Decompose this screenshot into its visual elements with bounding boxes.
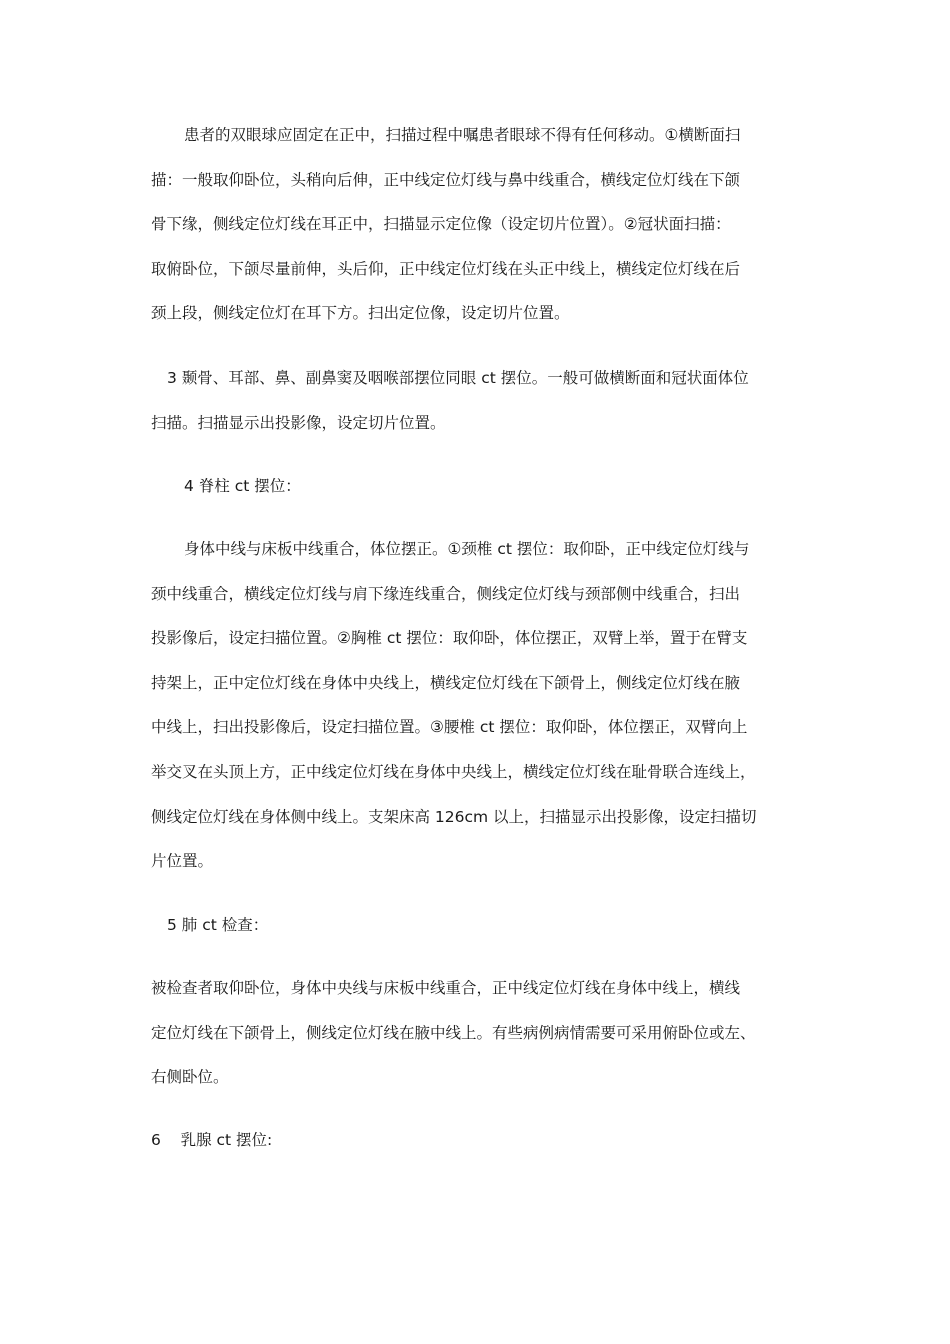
text-line: 右侧卧位。	[151, 1068, 229, 1087]
text-line: 3 颞骨、耳部、鼻、副鼻窦及咽喉部摆位同眼 ct 摆位。一般可做横断面和冠状面体位	[167, 369, 749, 387]
text-line: 取俯卧位，下颌尽量前伸，头后仰，正中线定位灯线在头正中线上，横线定位灯线在后	[151, 259, 741, 278]
paragraph-spine-positioning	[151, 527, 811, 884]
text-line: 颈中线重合，横线定位灯线与肩下缘连线重合，侧线定位灯线与颈部侧中线重合，扫出	[151, 584, 741, 603]
text-line: 侧线定位灯线在身体侧中线上。支架床高 126cm 以上，扫描显示出投影像，设定扫描切	[151, 807, 757, 826]
text-line: 4 脊柱 ct 摆位：	[184, 477, 301, 495]
paragraph-temporal-bone	[151, 356, 811, 445]
text-line: 片位置。	[151, 852, 214, 871]
text-line: 投影像后，设定扫描位置。②胸椎 ct 摆位：取仰卧，体位摆正，双臂上举，置于在臂支	[151, 629, 748, 648]
text-line: 中线上，扫出投影像后，设定扫描位置。③腰椎 ct 摆位：取仰卧，体位摆正，双臂向上	[151, 718, 748, 737]
text-line: 定位灯线在下颌骨上，侧线定位灯线在腋中线上。有些病例病情需要可采用俯卧位或左、	[151, 1023, 756, 1042]
text-line: 举交叉在头顶上方，正中线定位灯线在身体中央线上，横线定位灯线在耻骨联合连线上，	[151, 762, 756, 781]
text-line: 被检查者取仰卧位，身体中央线与床板中线重合，正中线定位灯线在身体中线上，横线	[151, 979, 741, 997]
section-heading-lung	[151, 903, 811, 948]
paragraph-eye-positioning	[151, 113, 811, 336]
section-heading-spine	[151, 464, 811, 509]
text-line: 持架上，正中定位灯线在身体中央线上，横线定位灯线在下颌骨上，侧线定位灯线在腋	[151, 673, 741, 692]
text-line: 6 乳腺 ct 摆位:	[151, 1131, 273, 1149]
paragraph-lung-positioning	[151, 966, 811, 1100]
text-line: 5 肺 ct 检查：	[167, 916, 269, 934]
text-line: 患者的双眼球应固定在正中，扫描过程中嘱患者眼球不得有任何移动。①横断面扫	[184, 126, 741, 144]
text-line: 扫描。扫描显示出投影像，设定切片位置。	[151, 413, 446, 432]
text-line: 骨下缘，侧线定位灯线在耳正中，扫描显示定位像（设定切片位置）。②冠状面扫描：	[151, 215, 731, 234]
text-line: 身体中线与床板中线重合，体位摆正。①颈椎 ct 摆位：取仰卧，正中线定位灯线与	[184, 540, 750, 558]
text-line: 颈上段，侧线定位灯在耳下方。扫出定位像，设定切片位置。	[151, 304, 570, 323]
section-heading-breast	[151, 1118, 811, 1163]
text-line: 描：一般取仰卧位，头稍向后伸，正中线定位灯线与鼻中线重合，横线定位灯线在下颌	[151, 170, 741, 189]
